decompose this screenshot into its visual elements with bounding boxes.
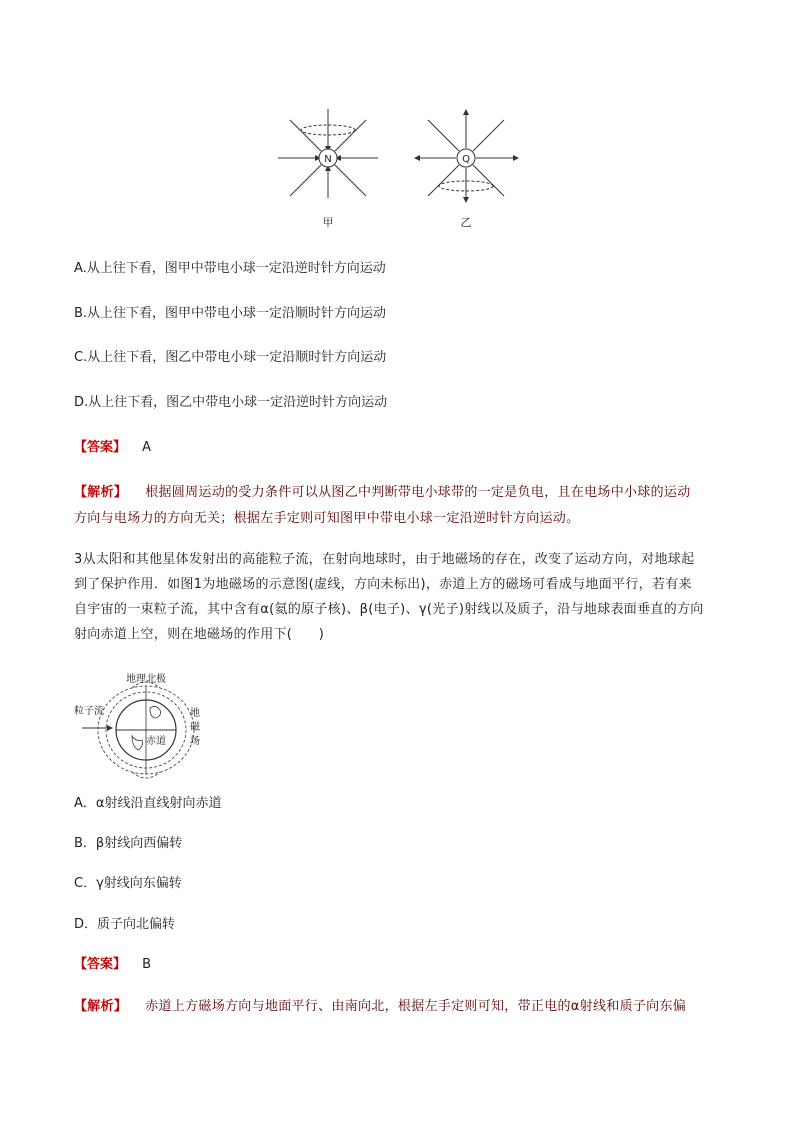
analysis-tag: 【解析】 — [74, 485, 128, 500]
analysis-line-1: 赤道上方磁场方向与地面平行、由南向北，根据左手定则可知，带正电的α射线和质子向东偏 — [145, 999, 687, 1014]
q3-option-c: C．γ射线向东偏转 — [74, 876, 182, 891]
q3-option-d: D．质子向北偏转 — [74, 917, 176, 932]
center-label-n: N — [324, 154, 332, 165]
field-diagram — [270, 104, 530, 230]
answer-tag: 【答案】 — [74, 440, 127, 455]
q3-stem — [74, 547, 724, 647]
q2-answer — [74, 438, 151, 458]
answer-value: B — [142, 957, 152, 972]
earth-field-diagram — [72, 670, 212, 782]
q3-answer — [74, 955, 151, 975]
answer-value: A — [142, 440, 152, 455]
label-jia: 甲 — [322, 216, 334, 229]
equator-label: 赤道 — [146, 736, 166, 747]
q2-option-b: B.从上往下看，图甲中带电小球一定沿顺时针方向运动 — [74, 306, 387, 321]
q2-analysis — [74, 480, 724, 532]
q2-option-c: C.从上往下看，图乙中带电小球一定沿顺时针方向运动 — [74, 350, 387, 365]
answer-tag: 【答案】 — [74, 957, 127, 972]
q2-option-d: D.从上往下看，图乙中带电小球一定沿逆时针方向运动 — [74, 395, 388, 410]
field-label-1: 地 — [190, 708, 200, 719]
analysis-tag: 【解析】 — [74, 999, 128, 1014]
analysis-line-1: 根据圆周运动的受力条件可以从图乙中判断带电小球带的一定是负电，且在电场中小球的运动 — [145, 485, 691, 500]
q3-option-a: A．α射线沿直线射向赤道 — [74, 796, 222, 811]
q3-stem-line: 到了保护作用．如图1为地磁场的示意图(虚线，方向未标出)，赤道上方的磁场可看成与地面平行，若有来 — [74, 577, 692, 592]
field-label-3: 场 — [190, 736, 200, 747]
q3-stem-line: 3从太阳和其他星体发射出的高能粒子流，在射向地球时，由于地磁场的存在，改变了运动方向，对地球起 — [74, 552, 695, 567]
q2-option-a: A.从上往下看，图甲中带电小球一定沿逆时针方向运动 — [74, 261, 386, 276]
north-pole-label: 地理北极 — [126, 674, 166, 685]
q3-option-b: B．β射线向西偏转 — [74, 836, 183, 851]
label-yi: 乙 — [460, 216, 472, 229]
q3-stem-line: 自宇宙的一束粒子流，其中含有α(氦的原子核)、β(电子)、γ(光子)射线以及质子，沿与地球表面垂直的方向 — [74, 602, 704, 617]
field-label-2: 磁 — [190, 722, 200, 733]
q3-stem-line: 射向赤道上空，则在地磁场的作用下( ) — [74, 627, 325, 642]
center-label-q: Q — [462, 154, 470, 165]
analysis-line-2: 方向与电场力的方向无关；根据左手定则可知图甲中带电小球一定沿逆时针方向运动。 — [74, 511, 580, 526]
q3-analysis — [74, 994, 724, 1020]
particle-stream-label: 粒子流 — [74, 706, 104, 717]
